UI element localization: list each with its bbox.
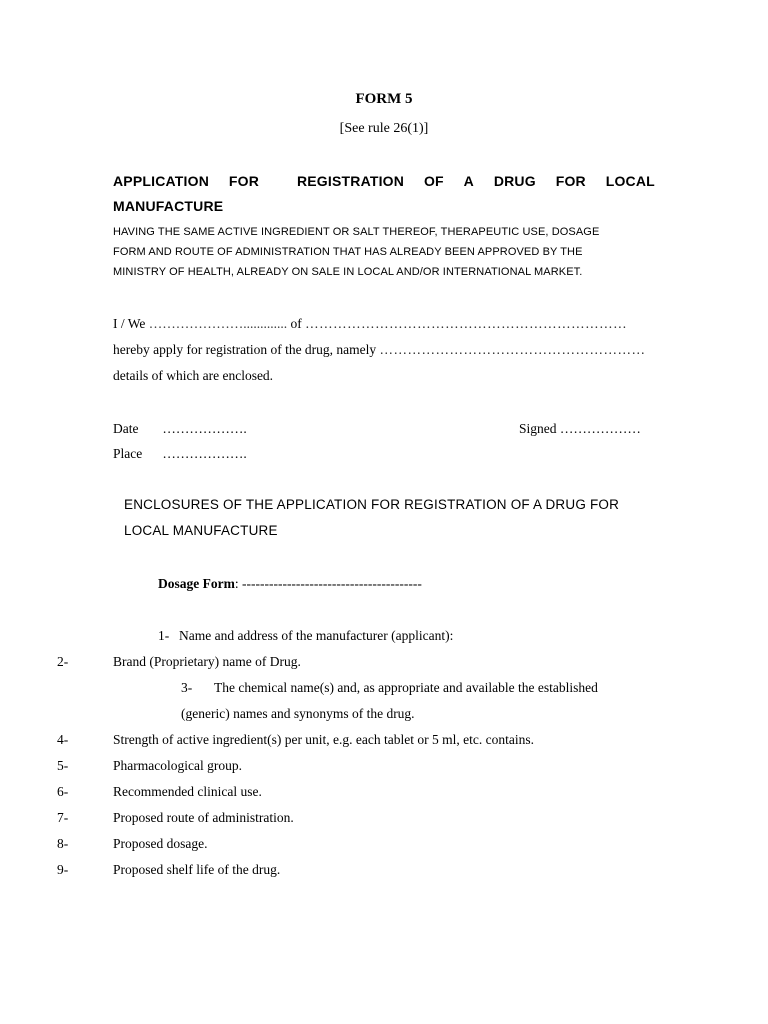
application-subheading-line: FORM AND ROUTE OF ADMINISTRATION THAT HAS ALREADY BEEN APPROVED BY THE: [113, 246, 583, 258]
application-heading-line2: MANUFACTURE: [113, 198, 224, 214]
item-text-continuation: (generic) names and synonyms of the drug.: [181, 706, 415, 721]
application-subheading-line: MINISTRY OF HEALTH, ALREADY ON SALE IN LOCAL AND/OR INTERNATIONAL MARKET.: [113, 266, 583, 278]
item-text: Proposed shelf life of the drug.: [113, 862, 281, 877]
applicant-name-blank[interactable]: ………………….............: [148, 316, 288, 331]
dosage-form-label: Dosage Form: [158, 576, 235, 591]
item-number: 1-: [158, 628, 170, 643]
date-label: Date: [113, 421, 139, 436]
enclosures-heading: ENCLOSURES OF THE APPLICATION FOR REGISTRATION OF A DRUG FOR: [124, 497, 620, 512]
signature-blank[interactable]: ………………: [559, 421, 641, 436]
item-number: 2-: [57, 654, 69, 669]
item-number: 4-: [57, 732, 69, 747]
apply-line: [113, 342, 655, 358]
item-text: Name and address of the manufacturer (applicant):: [179, 628, 454, 643]
date-blank[interactable]: ……………….: [162, 421, 247, 436]
heading-word: FOR: [555, 173, 586, 189]
item-text: Recommended clinical use.: [113, 784, 262, 799]
heading-word: OF: [423, 173, 444, 189]
date-row: [113, 421, 247, 437]
place-label: Place: [113, 446, 143, 461]
item-text: Proposed dosage.: [113, 836, 208, 851]
heading-word: LOCAL: [605, 173, 655, 189]
item-text: Proposed route of administration.: [113, 810, 294, 825]
rule-reference: [See rule 26(1)]: [339, 121, 429, 136]
heading-word: REGISTRATION: [296, 173, 405, 189]
form-title: FORM 5: [355, 91, 413, 107]
dosage-form-row: [158, 576, 422, 592]
item-number: 8-: [57, 836, 69, 851]
drug-name-blank[interactable]: …………………………………………………: [379, 342, 646, 357]
item-number: 9-: [57, 862, 69, 877]
item-number: 7-: [57, 810, 69, 825]
heading-word: A: [463, 173, 474, 189]
place-blank[interactable]: ……………….: [162, 446, 247, 461]
place-row: [113, 446, 247, 462]
apply-text: hereby apply for registration of the drug, namely: [113, 342, 377, 357]
details-text: details of which are enclosed.: [113, 368, 274, 383]
signed-row: [519, 421, 641, 437]
signed-label: Signed: [519, 421, 557, 436]
of-label: of: [290, 316, 302, 331]
application-heading: [113, 173, 655, 189]
heading-word: DRUG: [493, 173, 536, 189]
application-subheading-line: HAVING THE SAME ACTIVE INGREDIENT OR SALT THEREOF, THERAPEUTIC USE, DOSAGE: [113, 226, 600, 238]
item-text: Pharmacological group.: [113, 758, 242, 773]
heading-word: FOR: [228, 173, 260, 189]
iwe-label: I / We: [113, 316, 146, 331]
enclosures-heading-line2: LOCAL MANUFACTURE: [124, 523, 278, 538]
applicant-address-blank[interactable]: ……………………………………………………………: [305, 316, 628, 331]
item-text: The chemical name(s) and, as appropriate and available the established: [214, 680, 598, 695]
item-text: Strength of active ingredient(s) per unit, e.g. each tablet or 5 ml, etc. contains.: [113, 732, 534, 747]
applicant-line: [113, 316, 655, 332]
item-number: 5-: [57, 758, 69, 773]
dosage-form-blank[interactable]: : ----------------------------------------: [234, 576, 422, 591]
item-text: Brand (Proprietary) name of Drug.: [113, 654, 301, 669]
item-number: 3-: [181, 680, 193, 695]
heading-word: APPLICATION: [113, 173, 210, 189]
item-number: 6-: [57, 784, 69, 799]
